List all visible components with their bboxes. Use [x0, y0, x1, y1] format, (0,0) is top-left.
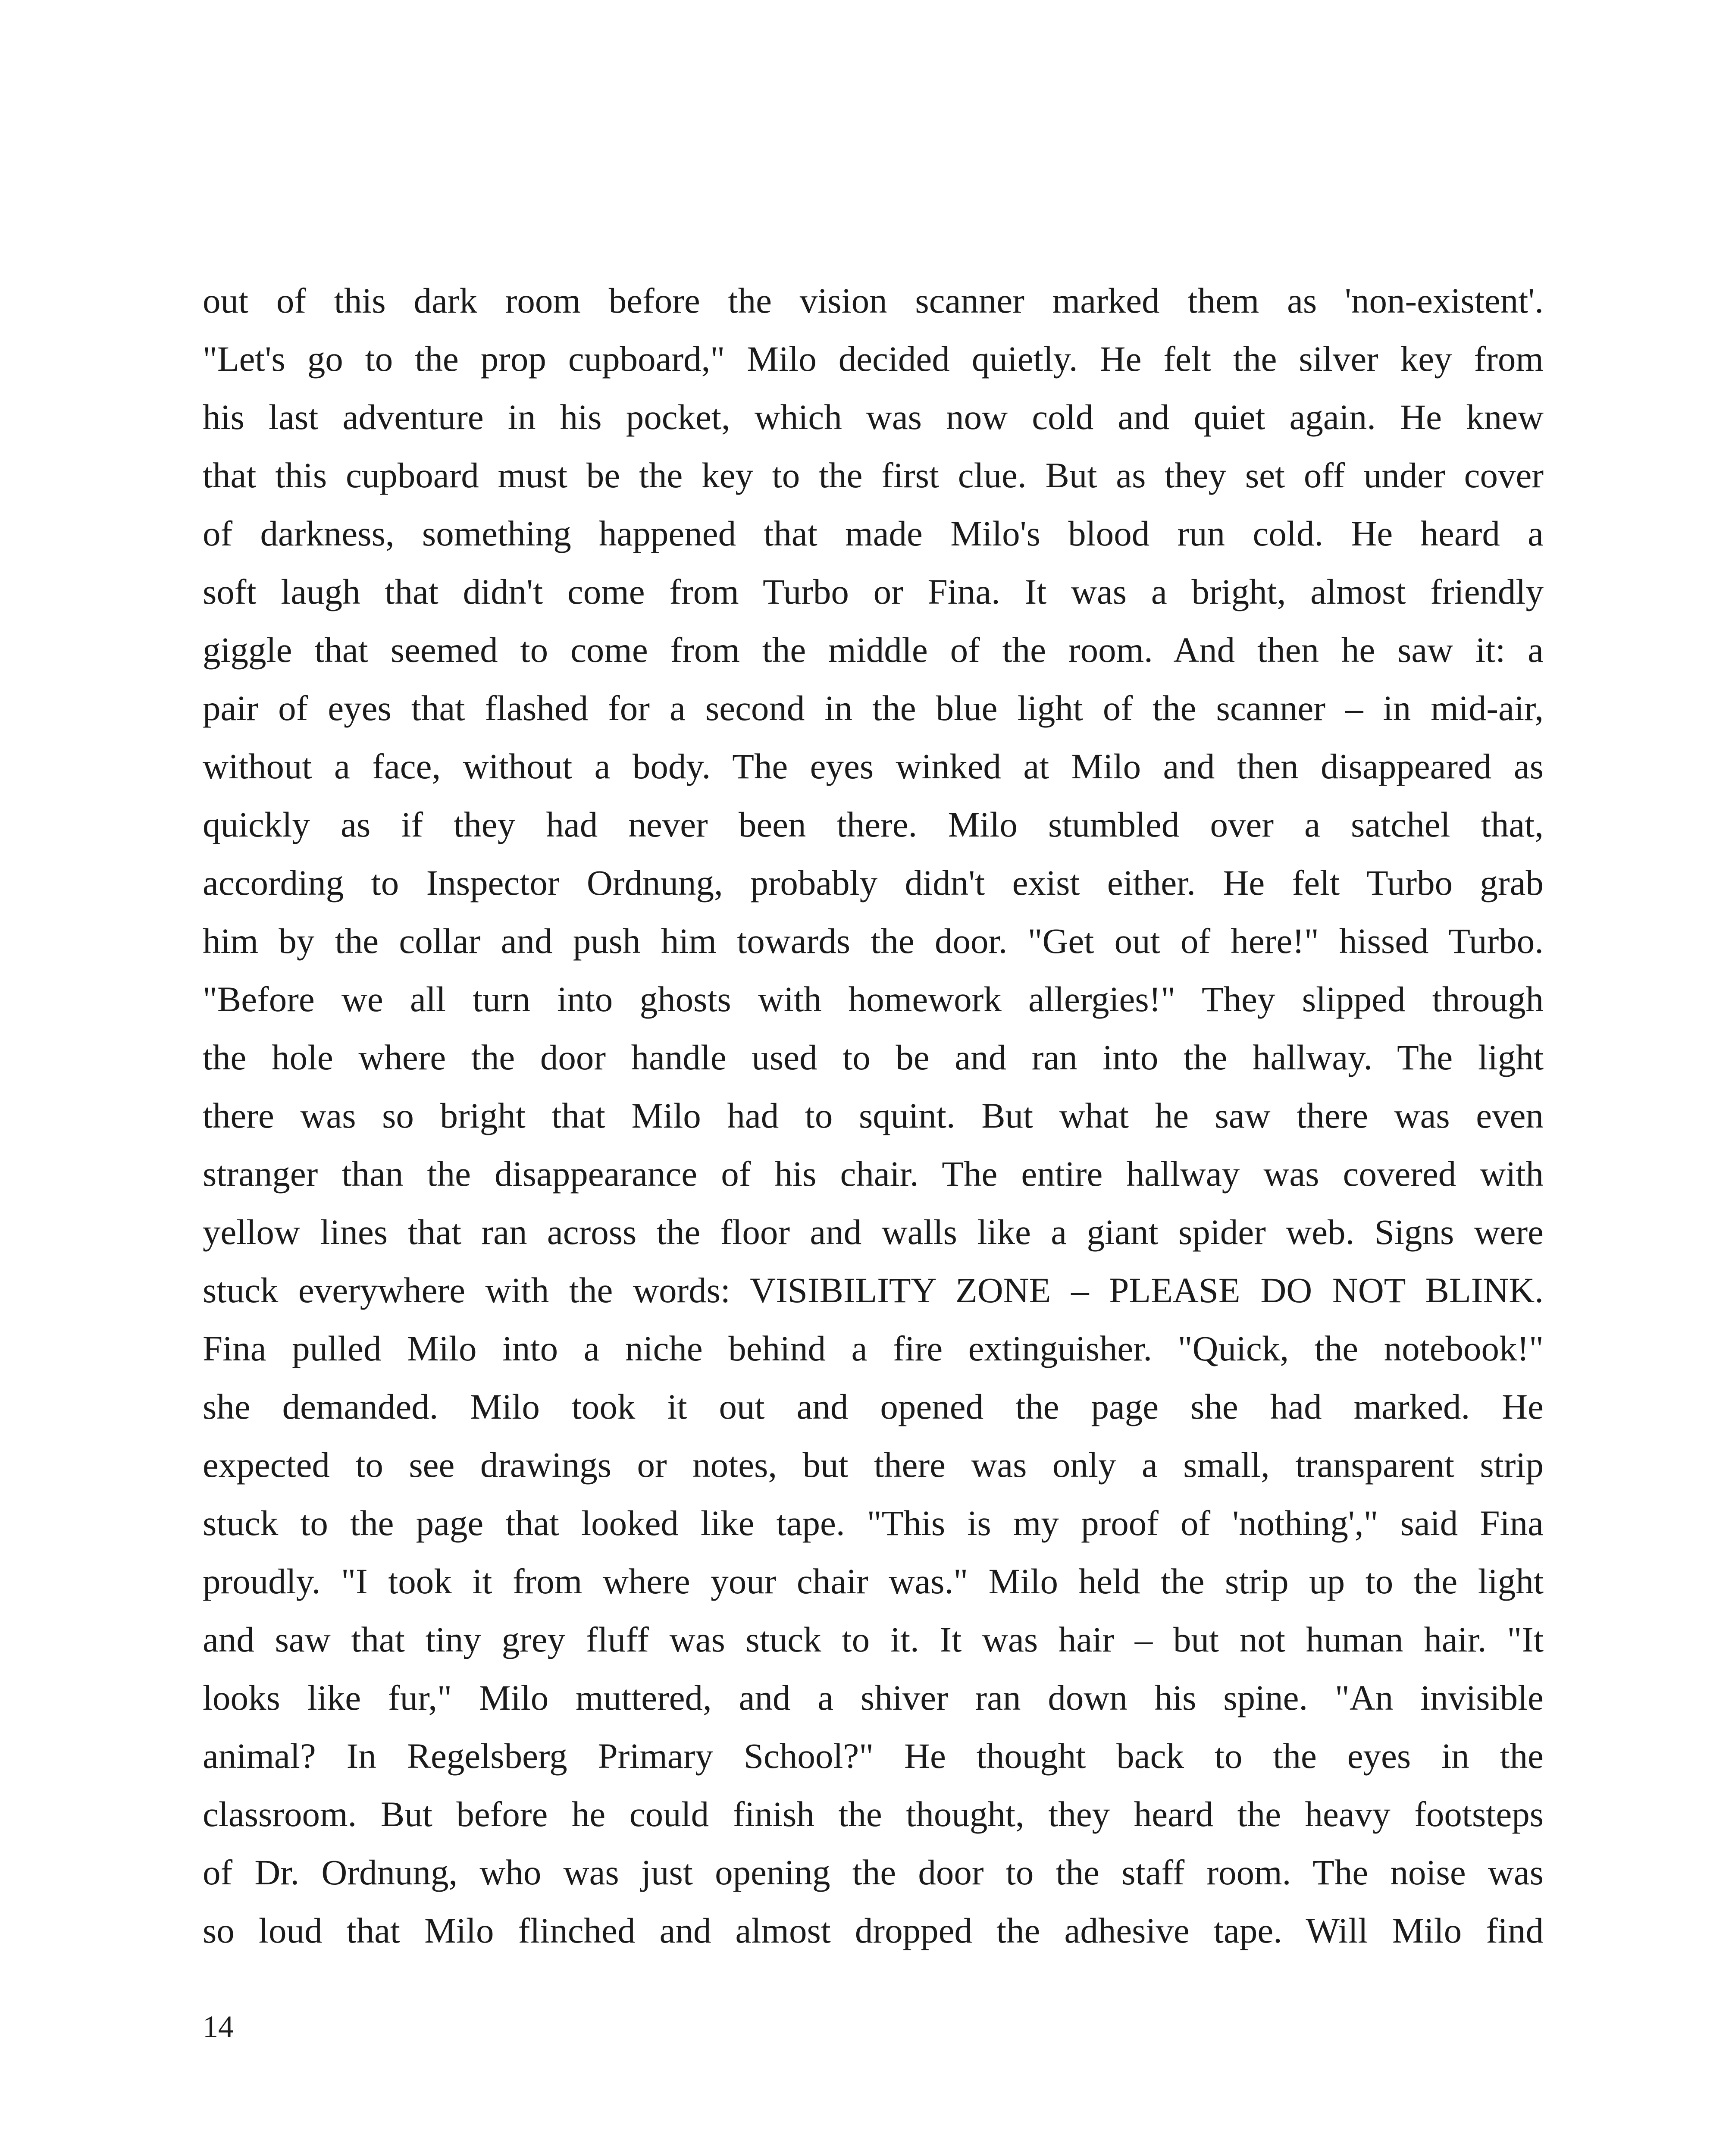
page-number: 14: [203, 2009, 234, 2044]
text-line: Fina pulled Milo into a niche behind a fire extinguisher. "Quick, the notebook!": [203, 1329, 1544, 1368]
text-line: "Let's go to the prop cupboard," Milo decided quietly. He felt the silver key from: [203, 339, 1544, 379]
text-line: and saw that tiny grey fluff was stuck to it. It was hair – but not human hair. "It: [203, 1620, 1544, 1659]
text-line: animal? In Regelsberg Primary School?" He thought back to the eyes in the: [203, 1736, 1544, 1776]
text-line: that this cupboard must be the key to the first clue. But as they set off under cover: [203, 455, 1544, 495]
text-line: proudly. "I took it from where your chair was." Milo held the strip up to the light: [203, 1561, 1544, 1601]
text-line: out of this dark room before the vision scanner marked them as 'non-existent'.: [203, 281, 1544, 320]
text-line: stranger than the disappearance of his chair. The entire hallway was covered with: [203, 1154, 1544, 1194]
text-line: "Before we all turn into ghosts with homework allergies!" They slipped through: [203, 979, 1544, 1019]
text-line: yellow lines that ran across the floor and walls like a giant spider web. Signs were: [203, 1212, 1544, 1252]
text-line: pair of eyes that flashed for a second in the blue light of the scanner – in mid-air,: [203, 688, 1544, 728]
text-line: of darkness, something happened that made Milo's blood run cold. He heard a: [203, 514, 1544, 553]
text-line: stuck everywhere with the words: VISIBILITY ZONE – PLEASE DO NOT BLINK.: [203, 1270, 1544, 1310]
text-line: of Dr. Ordnung, who was just opening the door to the staff room. The noise was: [203, 1852, 1544, 1892]
text-line: stuck to the page that looked like tape. "This is my proof of 'nothing'," said Fina: [203, 1503, 1544, 1543]
text-line: there was so bright that Milo had to squint. But what he saw there was even: [203, 1096, 1544, 1135]
text-line: without a face, without a body. The eyes winked at Milo and then disappeared as: [203, 746, 1544, 786]
text-line: she demanded. Milo took it out and opened the page she had marked. He: [203, 1387, 1544, 1426]
text-line: giggle that seemed to come from the middle of the room. And then he saw it: a: [203, 630, 1544, 670]
text-line: the hole where the door handle used to be and ran into the hallway. The light: [203, 1037, 1544, 1077]
text-line: expected to see drawings or notes, but there was only a small, transparent strip: [203, 1445, 1544, 1485]
text-line: quickly as if they had never been there. Milo stumbled over a satchel that,: [203, 805, 1544, 844]
text-line: so loud that Milo flinched and almost dropped the adhesive tape. Will Milo find: [203, 1911, 1544, 1950]
text-line: his last adventure in his pocket, which was now cold and quiet again. He knew: [203, 397, 1544, 437]
text-line: looks like fur," Milo muttered, and a shiver ran down his spine. "An invisible: [203, 1678, 1544, 1717]
text-line: him by the collar and push him towards the door. "Get out of here!" hissed Turbo.: [203, 921, 1544, 961]
text-line: according to Inspector Ordnung, probably didn't exist either. He felt Turbo grab: [203, 863, 1544, 903]
text-line: soft laugh that didn't come from Turbo or Fina. It was a bright, almost friendly: [203, 572, 1544, 611]
text-line: classroom. But before he could finish the thought, they heard the heavy footsteps: [203, 1794, 1544, 1834]
body-text: [203, 272, 1544, 1960]
